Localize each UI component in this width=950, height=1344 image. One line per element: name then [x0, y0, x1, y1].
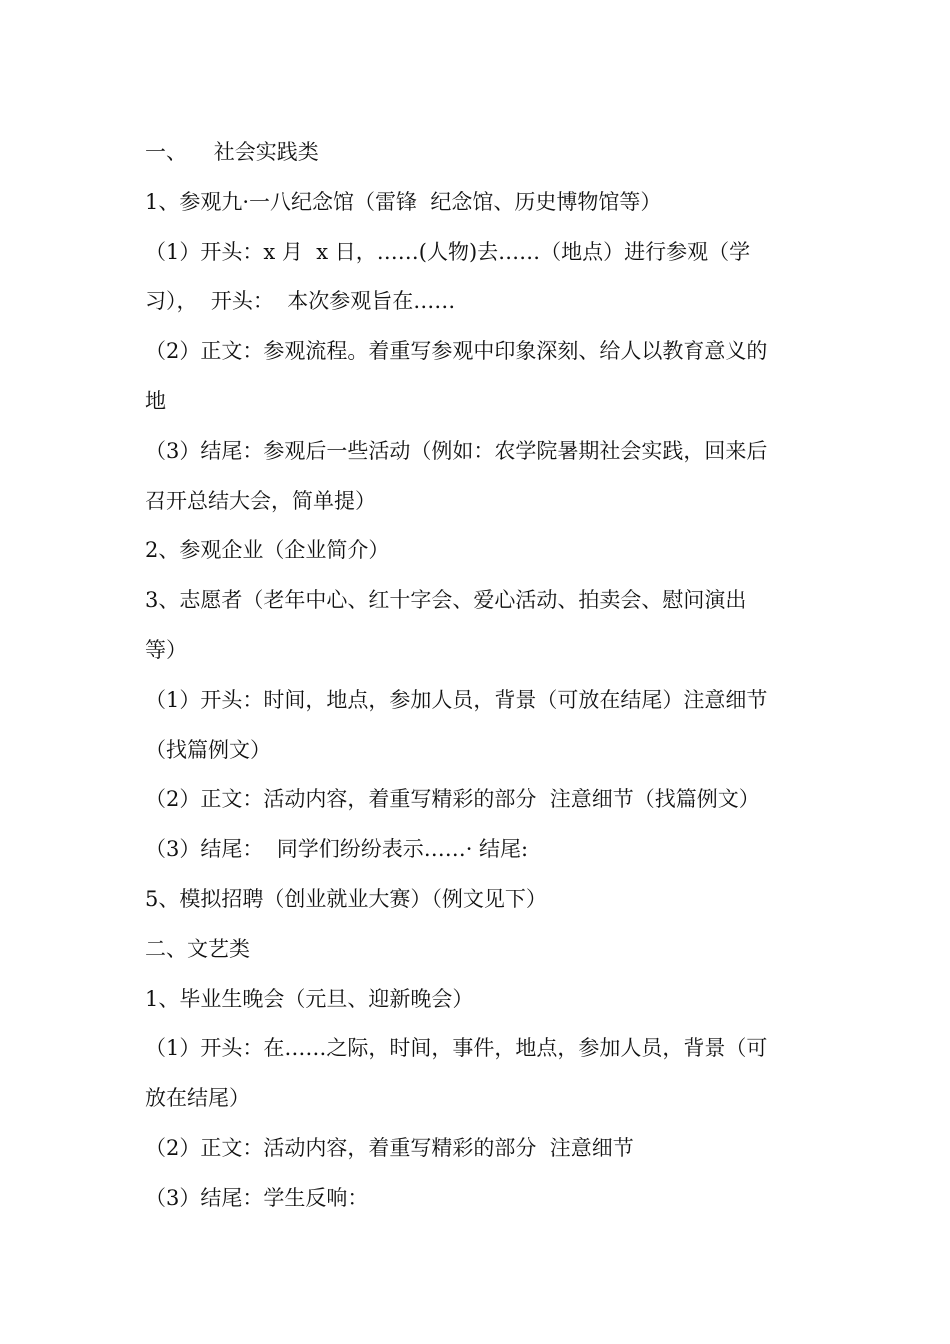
- document-body: [145, 128, 815, 1224]
- text-line: （3）结尾： 同学们纷纷表示……· 结尾:: [145, 837, 529, 862]
- item-heading-graduation-gala: 1、毕业生晚会（元旦、迎新晚会）: [145, 986, 474, 1011]
- text-line: （3）结尾：参观后一些活动（例如：农学院暑期社会实践，回来后: [145, 438, 768, 463]
- item-heading-company-visit: 2、参观企业（企业简介）: [145, 538, 390, 563]
- text-line: 地: [145, 388, 166, 413]
- section-heading-arts: 二、文艺类: [145, 936, 250, 961]
- text-line: （2）正文：活动内容，着重写精彩的部分 注意细节（找篇例文）: [145, 787, 760, 812]
- item-heading-memorial-visit: 1、参观九·一八纪念馆（雷锋 纪念馆、历史博物馆等）: [145, 189, 662, 214]
- text-line: 习）， 开头： 本次参观旨在……: [145, 289, 456, 314]
- text-line: （2）正文：参观流程。着重写参观中印象深刻、给人以教育意义的: [145, 339, 768, 364]
- item-heading-mock-recruitment: 5、模拟招聘（创业就业大赛）（例文见下）: [145, 886, 547, 911]
- text-line: （1）开头：时间，地点，参加人员，背景（可放在结尾）注意细节: [145, 687, 768, 712]
- text-line: （找篇例文）: [145, 737, 271, 762]
- text-line: 召开总结大会，简单提）: [145, 488, 376, 513]
- text-line: （3）结尾：学生反响：: [145, 1185, 369, 1210]
- text-line: 放在结尾）: [145, 1086, 250, 1111]
- item-heading-volunteer: 3、志愿者（老年中心、红十字会、爱心活动、拍卖会、慰问演出: [145, 588, 747, 613]
- text-line: （2）正文：活动内容，着重写精彩的部分 注意细节: [145, 1135, 634, 1160]
- text-line: （1）开头：x 月 x 日，……(人物)去……（地点）进行参观（学: [145, 239, 751, 264]
- text-line: （1）开头：在……之际，时间，事件，地点，参加人员，背景（可: [145, 1036, 768, 1061]
- section-heading-social-practice: 一、 社会实践类: [145, 140, 319, 164]
- text-line: 等）: [145, 637, 187, 662]
